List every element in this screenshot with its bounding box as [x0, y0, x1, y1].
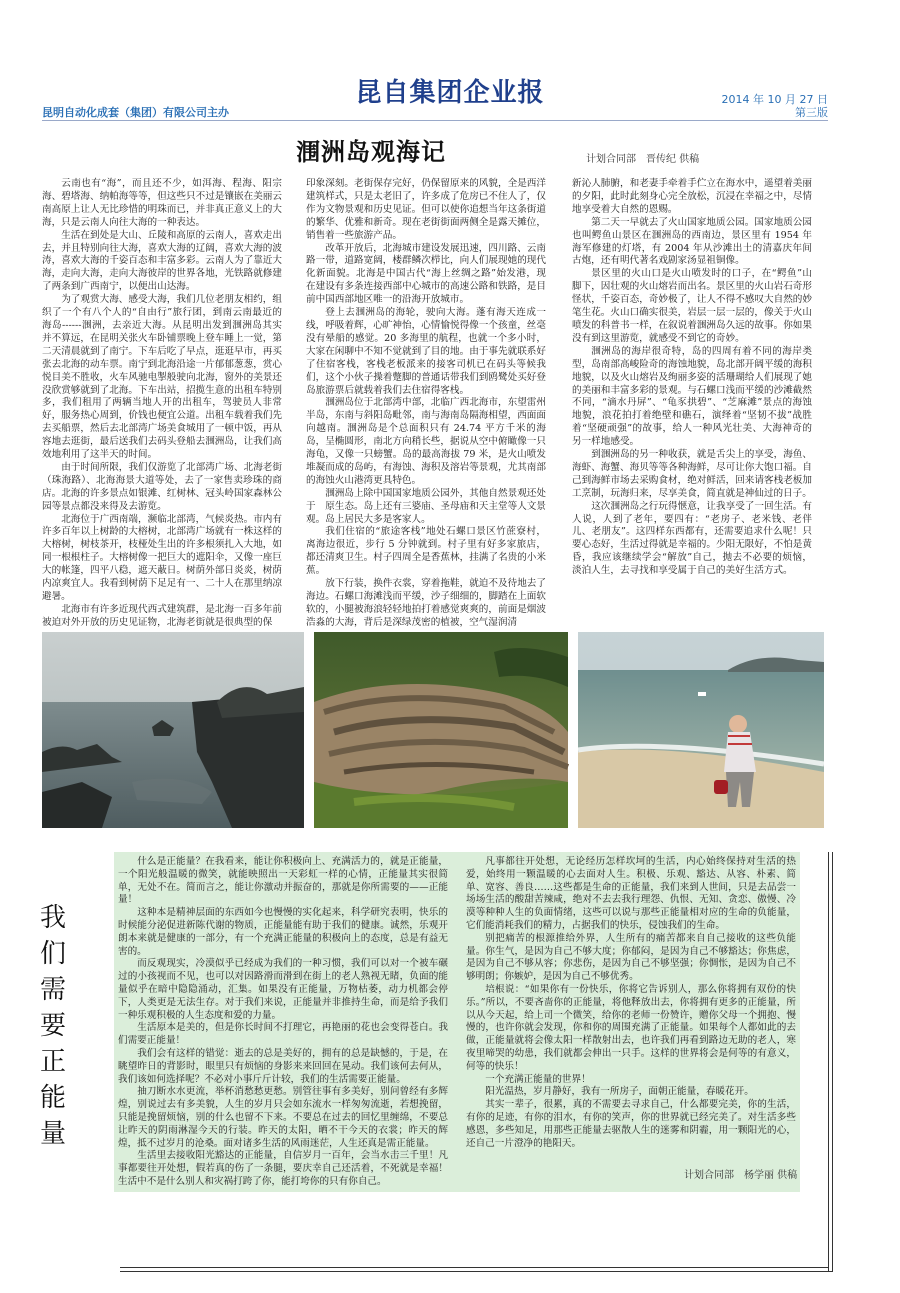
- feature-title-char: 需: [40, 975, 67, 1005]
- feature-title-char: 能: [40, 1083, 67, 1113]
- paragraph: 阳光温热，岁月静好，我有一所房子，面朝正能量，春暖花开。: [485, 1086, 754, 1098]
- paragraph: 而反观现实，冷漠似乎已经成为我们的一种习惯，我们可以对一个被车碾过的小孩视而不见，也可以对因路滑而滑到在街上的老人熟视无睹，负面的能量似乎在暗中隐隐涌动，汇集。如果没有正能量，万物枯萎，动力机都会停下，人类更是无法生存。对于我们来说，正能量并非推持生命，而是给予我们一种乐观积极的人生态度和爱的力量。: [118, 958, 448, 1021]
- paragraph: 放下行装，换件衣裳，穿着拖鞋，就迫不及待地去了海边。石螺口海滩浅而平缓，沙子细细的，脚踏在上面软软的，小腿被海浪轻轻地拍打着感觉爽爽的，前面是烟波浩淼的大海，背后是深绿茂密的植被，空气湿润清: [306, 578, 546, 628]
- paragraph: 我们会有这样的错觉：逝去的总是美好的，拥有的总是缺憾的，于是，在眺望昨日的背影时，眼里只有烦恼的身影来来回回在晃动。我们该何去何从，我们该如何选择呢？不必对小事斤斤计较，我们的生活需要正能量。: [118, 1047, 448, 1085]
- header-rule: [42, 120, 828, 121]
- paragraph: 新沁人肺腑，和老妻手牵着手伫立在海水中，遥望着美丽的夕阳，此时此刻身心完全放松，沉浸在幸福之中，尽情地享受着大自然的恩赐。: [572, 178, 812, 215]
- article-column-2: [306, 178, 546, 628]
- paragraph: 其实一辈子，很累，真的不需要去寻求自己，什么都要完美，你的生活，有你的足迹，有你的泪水，有你的笑声，你的世界就已经完美了。对生活多些感恩，多些知足，用那些正能量去驱散人生的迷雾和阴霾，用一颗阳光的心，还自己一片澄净的艳阳天。: [466, 1099, 796, 1149]
- paragraph: 一个充满正能量的世界！: [485, 1073, 591, 1085]
- paragraph: 北海市有许多近现代西式建筑群，是北海一百多年前被迫对外开放的历史见证物，北海老街就是很典型的保: [42, 603, 282, 628]
- paragraph: 这种本是精神层面的东西如今也慢慢的实化起来，科学研究表明，快乐的时候能分泌促进新陈代谢的物质，正能量能有助于我们的健康。诚然，乐观开朗本来就是健康的一部分，有一个充满正能量的积极向上的态度，总是有益无害的。: [118, 907, 448, 957]
- paragraph: 涠洲岛上除中国国家地质公园外，其他自然景观还处于 原生态。岛上还有三婆庙、圣母庙和天主堂等人文景观。岛上居民大多是客家人。: [306, 487, 546, 525]
- paragraph: 生活里去接收阳光豁达的正能量，自信岁月一百年，会当水击三千里！凡事都要往开处想，假若真的伤了一条腿，要庆幸自己还活着，不死就是幸福！生活中不是什么别人和灾祸打跨了你，能打垮你的只有你自己。: [118, 1150, 448, 1187]
- paragraph: 登上去涠洲岛的海轮，驶向大海。蓬有海天连成一线，呼吸着辉，心旷神怡，心情愉悦得像一个孩童，丝毫没有晕船的感觉。20 多海里的航程，也就一个多小时，大家在闲聊中不知不觉就到了目的地。由于事先就联系好了住宿客栈，客栈老板派来的接客司机已在码头等候我们，这个小伙子操着蹩脚的普通话带我们到鸥鹭处买好登岛旅游票后就载着我们去住宿得客栈。: [306, 307, 546, 396]
- sponsor-line: 昆明自动化成套（集团）有限公司主办: [42, 106, 229, 119]
- beach-person-image: [578, 632, 824, 828]
- edition-label: 第三版: [795, 106, 828, 119]
- paragraph: 生活原本是美的，但是你长时间不打理它，再艳丽的花也会变得苍白。我们需要正能量！: [118, 1022, 448, 1047]
- feature-title: [40, 900, 70, 1152]
- paragraph: 改革开放后，北海城市建设发展迅速，四川路、云南路一带，道路宽阔，楼群鳞次栉比，向人们展现她的现代化新面貌。北海是中国古代“海上丝绸之路”始发港，现在建设有多条连接西部中心城市的高速公路和铁路，是目前中国西部地区唯一的沿海开放城市。: [306, 242, 546, 306]
- paragraph: 为了观赏大海、感受大海，我们几位老朋友相约，组织了一个有八个人的“自由行”旅行团，到南云南最近的海岛------涠洲，去亲近大海。从昆明出发到涠洲岛其实并不算远，在昆明关张火车卧铺票晚上登车睡上一觉，第二天清晨就到了南宁。下车后吃了早点，逛逛早市，再买张去北海的动车票。南宁到北海沿途一片郁郁葱葱，赏心悦目美不胜收，火车风驰电掣般驶向北海，窗外的美景还没欣赏够就到了北海。下车出站，招揽生意的出租车特别多，我们租用了两辆当地人开的出租车，驾驶员人非常好，服务热心周到，价钱也便宜公道。出租车载着我们先去买船票，然后去北部湾广场美食城用了一顿中饭，再从容地去逛街，最后送我们去码头登船去涠洲岛，让我们高效地利用了这半天的时间。: [42, 294, 282, 461]
- feature-title-char: 要: [40, 1011, 67, 1041]
- photo-volcanic-rock: [314, 632, 568, 828]
- photo-rocky-shore: [42, 632, 304, 828]
- paragraph: 景区里的火山口是火山喷发时的口子，在“鳄鱼”山脚下，因壮观的火山熔岩而出名。景区里的火山岩石奇形怪状，千姿百态，奇妙极了，让人不得不感叹大自然的妙笔生花。火山口确实很美，岩层一层一层的，像关于火山喷发的科普书一样，在叙说着涠洲岛久远的故事。你如果没有到这里游览，就感受不到它的奇妙。: [572, 268, 812, 344]
- paragraph: 云南也有“海”，而且还不少，如洱海、程海、阳宗海、碧塔海、纳帕海等等，但这些只不过是镶嵌在美丽云南高原上让人无比珍惜的明珠而已，并非真正意义上的大海，只是云南人向往大海的一种表达。: [42, 178, 282, 228]
- paragraph: 我们住宿的“旅途客栈”地处石螺口景区竹蔗寮村，离海边很近，步行 5 分钟就到。村子里有好多家旅店，都还清爽卫生。村子四周全是香蕉林，挂满了名贵的小米蕉。: [306, 526, 546, 577]
- frame-line: [832, 852, 833, 1272]
- volcanic-rock-image: [314, 632, 568, 828]
- paragraph: 凡事都往开处想，无论经历怎样坎坷的生活，内心始终保持对生活的热爱，始终用一颗温暖的心去面对人生。积极、乐观、豁达、从容、朴素、简单、宽容、善良……这些都是生命的正能量，我们来到人世间，只是去品尝一场场生活的酸甜苦辣咸，绝对不去去我行理怨、仇恨、无知、贪恋、傲慢、冷漠等种种人生的负面情绪，这些可以说与那些正能量相对应的生命的负能量，它们能消耗我们的精力，占据我们的快乐，侵蚀我们的生命。: [466, 856, 796, 931]
- paragraph: 这次涠洲岛之行玩得惬意，让我享受了一回生活。有人说，人到了老年，要四有：“老房子、老米钱、老伴儿、老朋友”。这四样东西都有，还需要追求什么呢！只要心态好，生活过得就是幸福的。少阳无限好，不怕是黄昏，我应该继续学会“解放”自己，抛去不必要的烦恼，淡泊人生，去寻找和享受属于自己的美好生活方式。: [572, 500, 812, 577]
- article-byline: 计划合同部 晋传纪 供稿: [586, 154, 700, 165]
- issue-info: [722, 93, 828, 119]
- feature-column-right: [466, 856, 796, 1184]
- issue-date: 2014 年 10 月 27 日: [721, 93, 828, 106]
- frame-line: [120, 1271, 833, 1272]
- frame-line: [828, 852, 829, 1272]
- article-column-1: [42, 178, 282, 628]
- paragraph: 北海位于广西南端，濒临北部湾，气候炎热。市内有许多百年以上树龄的大榕树，北部湾广场就有一株这样的大榕树，树枝茶开，枝桠处生出的许多根须扎入大地，如同一根根柱子。大榕树像一把巨大的遮阳伞，又像一座巨大的帐篷，四平八稳，遮天蔽日。树荫外部日炎炎，树荫内凉爽宜人。我看到树荫下足足有一、二十人在那里纳凉避暑。: [42, 513, 282, 602]
- feature-title-char: 量: [40, 1119, 67, 1149]
- article-column-3: [572, 178, 812, 618]
- photo-beach-person: [578, 632, 824, 828]
- feature-column-left: [118, 856, 448, 1187]
- paragraph: 第二天一早就去了火山国家地质公园。国家地质公园也叫鳄鱼山景区在涠洲岛的西南边，景区里有 1954 年海军修建的灯塔，有 2004 年从沙滩出土的清嘉庆年间古炮，还有明代著名戏剧家汤显祖铜像。: [572, 216, 812, 267]
- paragraph: 涠洲岛位于北部湾中部，北临广西北海市，东望雷州半岛，东南与斜阳岛毗邻，南与海南岛隔海相望，西面面向越南。涠洲岛是个总面积只有 24.74 平方千米的海岛，呈椭圆形，南北方向稍长些，据说从空中俯瞰像一只海龟，又像一只螃蟹。岛的最高海拔 79 米，是火山喷发堆凝而成的岛屿，有海蚀、海积及溶岩等景观，尤其南部的海蚀火山港湾更具特色。: [306, 397, 546, 486]
- paragraph: 印象深刻。老街保存完好，仍保留原来的风貌，全是西洋建筑样式，只是太老旧了，许多成了危房已不住人了，仅作为文物景观和历史见证。但可以使你追想当年这条街道的繁华、优雅和新奇。现在老街街面两侧全是露天摊位，销售着一些旅游产品。: [306, 178, 546, 241]
- feature-title-char: 正: [40, 1047, 67, 1077]
- article-title: 涠洲岛观海记: [296, 138, 446, 166]
- frame-line: [120, 1267, 829, 1268]
- feature-title-char: 们: [40, 939, 67, 969]
- paragraph: 生活在到处是大山、丘陵和高原的云南人，喜欢走出去，并且特别向往大海，喜欢大海的辽阔，喜欢大海的波涛，喜欢大海的千姿百态和丰富多彩。云南人为了靠近大海，走向大海，走向大海彼岸的世界各地，光铁路就修建了两条到广西南宁，以便出山达海。: [42, 229, 282, 293]
- paragraph: 什么是正能量？在我看来，能让你积极向上、充满活力的，就是正能量，一个阳光般温暖的微笑，就能映照出一天彩虹一样的心情，正能量其实很简单，无处不在。简而言之，能让你激动并振奋的，那就是你所需要的——正能量！: [118, 856, 448, 906]
- feature-byline: 计划合同部 杨学丽 供稿: [684, 1170, 798, 1181]
- masthead: 昆自集团企业报: [355, 78, 545, 108]
- rocky-shore-image: [42, 632, 304, 828]
- paragraph: 别把痛苦的根源推给外界，人生所有的痛苦都来自自己接收的这些负能量。你生气，是因为自己不够大度；你郁闷，是因为自己不够豁达；你焦虑，是因为自己不够从容；你悲伤，是因为自己不够坚强；你惆怅，是因为自己不够明朗；你嫉妒，是因为自己不够优秀。: [466, 932, 796, 983]
- paragraph: 涠洲岛的海岸很奇特，岛的四周有着不同的海岸类型，岛南部高峻险奇的海蚀地貌，岛北部开阔平缓的海积地貌，以及火山熔岩及绚丽多姿的活珊瑚给人们展现了她的美丽和丰富多彩的景观。与石螺口浅而平缓的沙滩截然不同，“滴水丹屏”、“龟豕拱碧”、“芝麻滩”景点的海蚀地貌，浪花拍打着绝壁和礁石，演绎着“坚韧不拔”战胜着“坚硬顽强”的故事，给人一种风光壮美、大海神奇的另一样地感受。: [572, 345, 812, 448]
- feature-title-char: 我: [40, 903, 67, 933]
- paragraph: 培根说：“如果你有一份快乐，你将它告诉别人，那么你将拥有双份的快乐。”所以，不要吝啬你的正能量，将他释放出去，你将拥有更多的正能量，所以从今天起，给上司一个微笑，给你的老师一份赞许，赠你父母一个拥抱、慢慢的，也许你就会发现，你和你的周围充满了正能量。如果每个人都如此的去做，正能量就将会像太阳一样散射出去，也许我们再看到路边无助的老人，寒夜里啼哭的幼患，我们就都会伸出一只手。这样的世界将会是何等的有意义，何等的快乐！: [466, 983, 796, 1072]
- paragraph: 抽刀断水水更流，举杯消愁愁更愁。别管往事有多美好，别问曾经有多辉煌，别说过去有多美貌，人生的岁月只会如东流水一样匆匆流逝，若想挽留，只能是挽留烦恼，别的什么也留不下来。不要总在过去的回忆里缠绵，不要总让昨天的阴雨淋湿今天的行装。昨天的太阳，晒不干今天的衣裳；昨天的辉煌，抵不过岁月的沧桑。面对诸多生活的风雨迷茫，人生还真是需正能量。: [118, 1086, 448, 1149]
- paragraph: 到涠洲岛的另一种收获，就是舌尖上的享受，海鱼、海虾、海蟹、海贝等等各种海鲜，尽可让你大饱口福。自己到海鲜市场去采购食材，绝对鲜活，回来请客栈老板加工烹制，玩海归来，尽享美食，简直就是神仙过的日子。: [572, 449, 812, 499]
- paragraph: 由于时间所限，我们仅游览了北部湾广场、北海老街（珠海路）、北海海景大道等处，去了一家售卖珍珠的商店。北海的许多景点如银滩、红树林、冠头岭国家森林公园等景点都没来得及去游览。: [42, 461, 282, 512]
